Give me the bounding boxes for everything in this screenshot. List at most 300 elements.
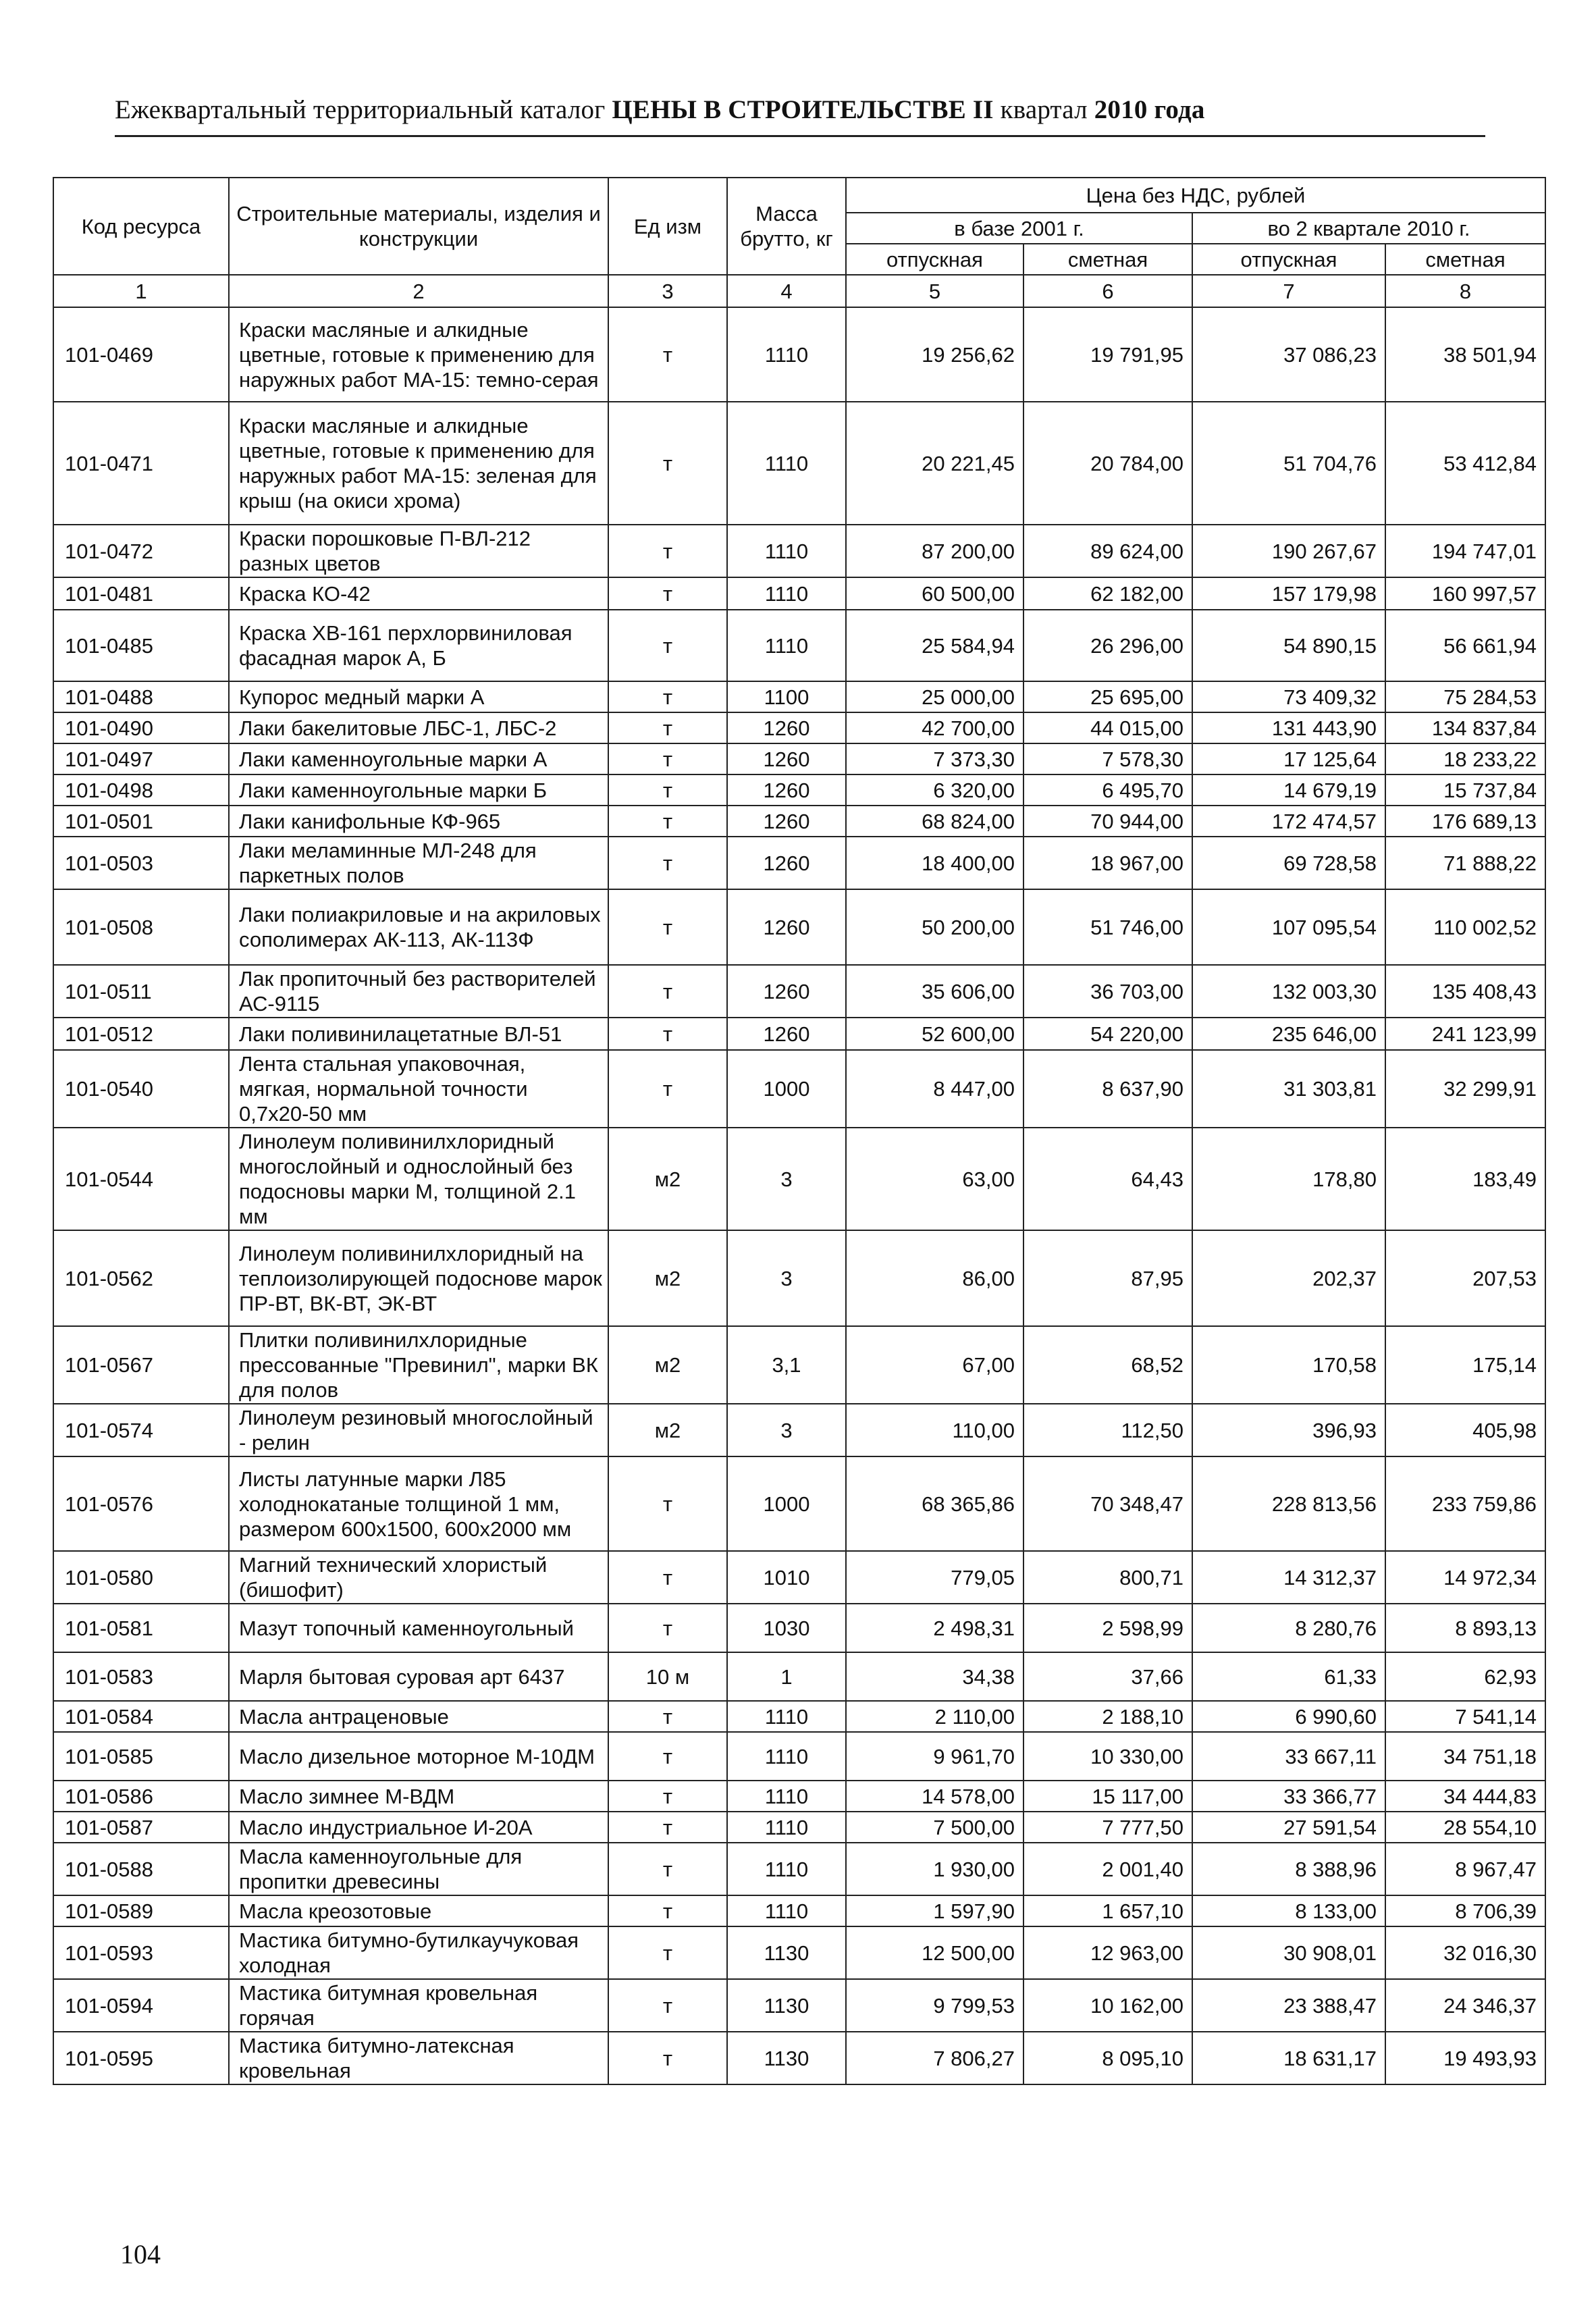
mass-cell: 1260 bbox=[727, 806, 846, 837]
price-base-release: 68 824,00 bbox=[846, 806, 1023, 837]
header-quarter: II bbox=[972, 95, 994, 124]
price-base-estimate: 87,95 bbox=[1023, 1230, 1192, 1326]
material-name: Масло зимнее М-ВДМ bbox=[229, 1781, 608, 1812]
price-base-estimate: 2 188,10 bbox=[1023, 1701, 1192, 1732]
material-name: Лента стальная упаковочная, мягкая, нормальной точности 0,7х20-50 мм bbox=[229, 1050, 608, 1128]
price-base-estimate: 19 791,95 bbox=[1023, 307, 1192, 402]
price-base-estimate: 26 296,00 bbox=[1023, 610, 1192, 681]
price-current-release: 170,58 bbox=[1192, 1326, 1385, 1404]
table-row bbox=[53, 2032, 1545, 2084]
mass-cell: 1110 bbox=[727, 1843, 846, 1895]
price-current-release: 17 125,64 bbox=[1192, 743, 1385, 774]
resource-code: 101-0471 bbox=[53, 402, 229, 525]
price-current-release: 190 267,67 bbox=[1192, 525, 1385, 577]
price-current-release: 27 591,54 bbox=[1192, 1812, 1385, 1843]
material-name: Лаки каменноугольные марки А bbox=[229, 743, 608, 774]
price-base-estimate: 18 967,00 bbox=[1023, 837, 1192, 889]
price-current-estimate: 183,49 bbox=[1385, 1128, 1545, 1230]
price-base-estimate: 112,50 bbox=[1023, 1404, 1192, 1456]
price-base-estimate: 89 624,00 bbox=[1023, 525, 1192, 577]
unit-cell: т bbox=[608, 1926, 727, 1979]
price-base-release: 1 597,90 bbox=[846, 1895, 1023, 1926]
unit-cell: т bbox=[608, 965, 727, 1018]
price-base-release: 52 600,00 bbox=[846, 1018, 1023, 1050]
table-row bbox=[53, 525, 1545, 577]
price-base-estimate: 7 578,30 bbox=[1023, 743, 1192, 774]
column-number: 5 bbox=[846, 275, 1023, 307]
price-base-estimate: 800,71 bbox=[1023, 1551, 1192, 1604]
price-current-estimate: 176 689,13 bbox=[1385, 806, 1545, 837]
price-current-release: 61,33 bbox=[1192, 1652, 1385, 1701]
price-current-release: 178,80 bbox=[1192, 1128, 1385, 1230]
unit-cell: т bbox=[608, 1843, 727, 1895]
table-row bbox=[53, 743, 1545, 774]
mass-cell: 1260 bbox=[727, 1018, 846, 1050]
header-release-base: отпускная bbox=[846, 244, 1023, 275]
price-current-estimate: 110 002,52 bbox=[1385, 889, 1545, 965]
price-current-release: 172 474,57 bbox=[1192, 806, 1385, 837]
price-base-estimate: 10 162,00 bbox=[1023, 1979, 1192, 2032]
price-current-estimate: 62,93 bbox=[1385, 1652, 1545, 1701]
material-name: Линолеум поливинилхлоридный многослойный и однослойный без подосновы марки М, толщиной 2.1 мм bbox=[229, 1128, 608, 1230]
mass-cell: 1110 bbox=[727, 1732, 846, 1781]
unit-cell: т bbox=[608, 1979, 727, 2032]
mass-cell: 1130 bbox=[727, 1979, 846, 2032]
resource-code: 101-0540 bbox=[53, 1050, 229, 1128]
table-row bbox=[53, 889, 1545, 965]
table-row bbox=[53, 1812, 1545, 1843]
table-row bbox=[53, 1926, 1545, 1979]
price-current-release: 14 679,19 bbox=[1192, 774, 1385, 806]
table-row bbox=[53, 1230, 1545, 1326]
material-name: Масла креозотовые bbox=[229, 1895, 608, 1926]
header-name: Строительные материалы, изделия и конструкции bbox=[229, 178, 608, 275]
unit-cell: т bbox=[608, 1732, 727, 1781]
header-price: Цена без НДС, рублей bbox=[846, 178, 1545, 213]
material-name: Лаки каменноугольные марки Б bbox=[229, 774, 608, 806]
table-row bbox=[53, 577, 1545, 610]
material-name: Мастика битумная кровельная горячая bbox=[229, 1979, 608, 2032]
price-base-estimate: 8 637,90 bbox=[1023, 1050, 1192, 1128]
material-name: Мастика битумно-латексная кровельная bbox=[229, 2032, 608, 2084]
header-mass: Масса брутто, кг bbox=[727, 178, 846, 275]
price-base-estimate: 12 963,00 bbox=[1023, 1926, 1192, 1979]
price-current-estimate: 233 759,86 bbox=[1385, 1456, 1545, 1551]
material-name: Мастика битумно-бутилкаучуковая холодная bbox=[229, 1926, 608, 1979]
material-name: Краски масляные и алкидные цветные, готовые к применению для наружных работ МА-15: темно-серая bbox=[229, 307, 608, 402]
resource-code: 101-0469 bbox=[53, 307, 229, 402]
price-current-estimate: 175,14 bbox=[1385, 1326, 1545, 1404]
material-name: Краска ХВ-161 перхлорвиниловая фасадная марок А, Б bbox=[229, 610, 608, 681]
header-year: 2010 года bbox=[1094, 95, 1205, 124]
table-row bbox=[53, 712, 1545, 743]
price-base-release: 34,38 bbox=[846, 1652, 1023, 1701]
price-base-estimate: 64,43 bbox=[1023, 1128, 1192, 1230]
price-current-release: 228 813,56 bbox=[1192, 1456, 1385, 1551]
price-base-release: 7 500,00 bbox=[846, 1812, 1023, 1843]
resource-code: 101-0581 bbox=[53, 1604, 229, 1652]
unit-cell: т bbox=[608, 889, 727, 965]
column-number: 6 bbox=[1023, 275, 1192, 307]
unit-cell: т bbox=[608, 1551, 727, 1604]
price-base-release: 779,05 bbox=[846, 1551, 1023, 1604]
mass-cell: 1130 bbox=[727, 2032, 846, 2084]
material-name: Масло дизельное моторное М-10ДМ bbox=[229, 1732, 608, 1781]
price-base-release: 20 221,45 bbox=[846, 402, 1023, 525]
table-row bbox=[53, 1050, 1545, 1128]
material-name: Лак пропиточный без растворителей АС-9115 bbox=[229, 965, 608, 1018]
price-base-release: 50 200,00 bbox=[846, 889, 1023, 965]
mass-cell: 1260 bbox=[727, 774, 846, 806]
price-current-release: 396,93 bbox=[1192, 1404, 1385, 1456]
material-name: Лаки канифольные КФ-965 bbox=[229, 806, 608, 837]
column-number: 2 bbox=[229, 275, 608, 307]
resource-code: 101-0567 bbox=[53, 1326, 229, 1404]
unit-cell: т bbox=[608, 402, 727, 525]
table-row bbox=[53, 1701, 1545, 1732]
price-current-estimate: 18 233,22 bbox=[1385, 743, 1545, 774]
price-current-estimate: 405,98 bbox=[1385, 1404, 1545, 1456]
price-base-release: 6 320,00 bbox=[846, 774, 1023, 806]
table-row bbox=[53, 1456, 1545, 1551]
resource-code: 101-0497 bbox=[53, 743, 229, 774]
mass-cell: 1110 bbox=[727, 1701, 846, 1732]
resource-code: 101-0583 bbox=[53, 1652, 229, 1701]
material-name: Масла каменноугольные для пропитки древесины bbox=[229, 1843, 608, 1895]
page-number: 104 bbox=[120, 2239, 161, 2269]
mass-cell: 1110 bbox=[727, 577, 846, 610]
price-current-estimate: 38 501,94 bbox=[1385, 307, 1545, 402]
price-current-estimate: 34 751,18 bbox=[1385, 1732, 1545, 1781]
price-base-estimate: 62 182,00 bbox=[1023, 577, 1192, 610]
price-base-release: 2 498,31 bbox=[846, 1604, 1023, 1652]
material-name: Масло индустриальное И-20А bbox=[229, 1812, 608, 1843]
price-current-estimate: 241 123,99 bbox=[1385, 1018, 1545, 1050]
table-row bbox=[53, 837, 1545, 889]
table-row bbox=[53, 774, 1545, 806]
mass-cell: 1110 bbox=[727, 1812, 846, 1843]
resource-code: 101-0588 bbox=[53, 1843, 229, 1895]
price-current-estimate: 53 412,84 bbox=[1385, 402, 1545, 525]
price-base-estimate: 2 001,40 bbox=[1023, 1843, 1192, 1895]
price-base-release: 87 200,00 bbox=[846, 525, 1023, 577]
price-base-estimate: 2 598,99 bbox=[1023, 1604, 1192, 1652]
material-name: Лаки бакелитовые ЛБС-1, ЛБС-2 bbox=[229, 712, 608, 743]
resource-code: 101-0512 bbox=[53, 1018, 229, 1050]
unit-cell: т bbox=[608, 1050, 727, 1128]
mass-cell: 1260 bbox=[727, 743, 846, 774]
resource-code: 101-0585 bbox=[53, 1732, 229, 1781]
mass-cell: 1110 bbox=[727, 307, 846, 402]
mass-cell: 1260 bbox=[727, 965, 846, 1018]
header-title: ЦЕНЫ В СТРОИТЕЛЬСТВЕ bbox=[612, 95, 966, 124]
material-name: Краски масляные и алкидные цветные, готовые к применению для наружных работ МА-15: зеленая для крыш (на окиси хрома) bbox=[229, 402, 608, 525]
resource-code: 101-0508 bbox=[53, 889, 229, 965]
price-current-release: 157 179,98 bbox=[1192, 577, 1385, 610]
header-release-current: отпускная bbox=[1192, 244, 1385, 275]
table-row bbox=[53, 1781, 1545, 1812]
header-estimate-current: сметная bbox=[1385, 244, 1545, 275]
mass-cell: 1110 bbox=[727, 402, 846, 525]
mass-cell: 3 bbox=[727, 1404, 846, 1456]
resource-code: 101-0574 bbox=[53, 1404, 229, 1456]
price-current-estimate: 15 737,84 bbox=[1385, 774, 1545, 806]
price-current-release: 37 086,23 bbox=[1192, 307, 1385, 402]
price-base-release: 63,00 bbox=[846, 1128, 1023, 1230]
header-prefix: Ежеквартальный территориальный каталог bbox=[115, 95, 612, 124]
table-row bbox=[53, 1652, 1545, 1701]
price-current-release: 8 133,00 bbox=[1192, 1895, 1385, 1926]
price-base-release: 2 110,00 bbox=[846, 1701, 1023, 1732]
price-base-release: 25 000,00 bbox=[846, 681, 1023, 712]
header-estimate-base: сметная bbox=[1023, 244, 1192, 275]
resource-code: 101-0595 bbox=[53, 2032, 229, 2084]
price-base-estimate: 68,52 bbox=[1023, 1326, 1192, 1404]
price-current-estimate: 194 747,01 bbox=[1385, 525, 1545, 577]
table-row bbox=[53, 1843, 1545, 1895]
header-q2-2010: во 2 квартале 2010 г. bbox=[1192, 213, 1545, 244]
mass-cell: 1260 bbox=[727, 712, 846, 743]
price-current-estimate: 8 706,39 bbox=[1385, 1895, 1545, 1926]
price-current-release: 51 704,76 bbox=[1192, 402, 1385, 525]
price-base-release: 67,00 bbox=[846, 1326, 1023, 1404]
price-current-release: 235 646,00 bbox=[1192, 1018, 1385, 1050]
mass-cell: 1010 bbox=[727, 1551, 846, 1604]
price-current-release: 33 366,77 bbox=[1192, 1781, 1385, 1812]
material-name: Купорос медный марки А bbox=[229, 681, 608, 712]
resource-code: 101-0562 bbox=[53, 1230, 229, 1326]
resource-code: 101-0498 bbox=[53, 774, 229, 806]
header-quarter-text: квартал bbox=[993, 95, 1094, 124]
price-base-release: 14 578,00 bbox=[846, 1781, 1023, 1812]
mass-cell: 3 bbox=[727, 1128, 846, 1230]
table-body bbox=[53, 307, 1545, 2084]
resource-code: 101-0490 bbox=[53, 712, 229, 743]
mass-cell: 1110 bbox=[727, 1895, 846, 1926]
price-base-release: 7 373,30 bbox=[846, 743, 1023, 774]
price-current-estimate: 19 493,93 bbox=[1385, 2032, 1545, 2084]
resource-code: 101-0584 bbox=[53, 1701, 229, 1732]
catalog-header bbox=[115, 95, 1485, 125]
price-current-release: 6 990,60 bbox=[1192, 1701, 1385, 1732]
resource-code: 101-0503 bbox=[53, 837, 229, 889]
unit-cell: т bbox=[608, 1701, 727, 1732]
price-base-release: 9 961,70 bbox=[846, 1732, 1023, 1781]
unit-cell: т bbox=[608, 2032, 727, 2084]
mass-cell: 1 bbox=[727, 1652, 846, 1701]
price-base-estimate: 36 703,00 bbox=[1023, 965, 1192, 1018]
price-base-estimate: 6 495,70 bbox=[1023, 774, 1192, 806]
header-code: Код ресурса bbox=[53, 178, 229, 275]
price-base-estimate: 1 657,10 bbox=[1023, 1895, 1192, 1926]
price-current-estimate: 14 972,34 bbox=[1385, 1551, 1545, 1604]
price-current-release: 69 728,58 bbox=[1192, 837, 1385, 889]
material-name: Линолеум поливинилхлоридный на теплоизолирующей подоснове марок ПР-ВТ, ВК-ВТ, ЭК-ВТ bbox=[229, 1230, 608, 1326]
unit-cell: т bbox=[608, 525, 727, 577]
price-base-estimate: 20 784,00 bbox=[1023, 402, 1192, 525]
resource-code: 101-0580 bbox=[53, 1551, 229, 1604]
table-row bbox=[53, 681, 1545, 712]
table-row bbox=[53, 1128, 1545, 1230]
price-current-release: 132 003,30 bbox=[1192, 965, 1385, 1018]
column-number: 7 bbox=[1192, 275, 1385, 307]
price-base-estimate: 44 015,00 bbox=[1023, 712, 1192, 743]
unit-cell: т bbox=[608, 1456, 727, 1551]
price-current-estimate: 56 661,94 bbox=[1385, 610, 1545, 681]
price-current-estimate: 7 541,14 bbox=[1385, 1701, 1545, 1732]
price-base-estimate: 54 220,00 bbox=[1023, 1018, 1192, 1050]
resource-code: 101-0587 bbox=[53, 1812, 229, 1843]
unit-cell: т bbox=[608, 806, 727, 837]
mass-cell: 3 bbox=[727, 1230, 846, 1326]
material-name: Лаки поливинилацетатные ВЛ-51 bbox=[229, 1018, 608, 1050]
price-base-release: 18 400,00 bbox=[846, 837, 1023, 889]
price-current-estimate: 75 284,53 bbox=[1385, 681, 1545, 712]
price-base-release: 42 700,00 bbox=[846, 712, 1023, 743]
price-current-estimate: 71 888,22 bbox=[1385, 837, 1545, 889]
unit-cell: т bbox=[608, 743, 727, 774]
table-row bbox=[53, 1018, 1545, 1050]
material-name: Масла антраценовые bbox=[229, 1701, 608, 1732]
price-base-estimate: 7 777,50 bbox=[1023, 1812, 1192, 1843]
price-base-release: 25 584,94 bbox=[846, 610, 1023, 681]
price-current-estimate: 8 893,13 bbox=[1385, 1604, 1545, 1652]
unit-cell: т bbox=[608, 307, 727, 402]
unit-cell: т bbox=[608, 1018, 727, 1050]
table-header bbox=[53, 178, 1545, 307]
price-current-release: 14 312,37 bbox=[1192, 1551, 1385, 1604]
price-base-release: 68 365,86 bbox=[846, 1456, 1023, 1551]
mass-cell: 1110 bbox=[727, 610, 846, 681]
price-base-estimate: 10 330,00 bbox=[1023, 1732, 1192, 1781]
material-name: Марля бытовая суровая арт 6437 bbox=[229, 1652, 608, 1701]
material-name: Листы латунные марки Л85 холоднокатаные толщиной 1 мм, размером 600х1500, 600х2000 мм bbox=[229, 1456, 608, 1551]
mass-cell: 1000 bbox=[727, 1050, 846, 1128]
unit-cell: т bbox=[608, 1812, 727, 1843]
header-base-2001: в базе 2001 г. bbox=[846, 213, 1192, 244]
price-current-release: 202,37 bbox=[1192, 1230, 1385, 1326]
price-base-estimate: 70 944,00 bbox=[1023, 806, 1192, 837]
table-row bbox=[53, 1604, 1545, 1652]
unit-cell: т bbox=[608, 610, 727, 681]
mass-cell: 3,1 bbox=[727, 1326, 846, 1404]
unit-cell: т bbox=[608, 577, 727, 610]
mass-cell: 1260 bbox=[727, 889, 846, 965]
price-current-release: 23 388,47 bbox=[1192, 1979, 1385, 2032]
unit-cell: т bbox=[608, 712, 727, 743]
price-base-estimate: 8 095,10 bbox=[1023, 2032, 1192, 2084]
unit-cell: м2 bbox=[608, 1230, 727, 1326]
price-current-estimate: 34 444,83 bbox=[1385, 1781, 1545, 1812]
header-rule bbox=[115, 135, 1485, 137]
price-current-release: 54 890,15 bbox=[1192, 610, 1385, 681]
price-current-release: 30 908,01 bbox=[1192, 1926, 1385, 1979]
material-name: Краски порошковые П-ВЛ-212 разных цветов bbox=[229, 525, 608, 577]
mass-cell: 1110 bbox=[727, 525, 846, 577]
price-base-estimate: 15 117,00 bbox=[1023, 1781, 1192, 1812]
price-current-estimate: 135 408,43 bbox=[1385, 965, 1545, 1018]
material-name: Линолеум резиновый многослойный - релин bbox=[229, 1404, 608, 1456]
price-current-estimate: 28 554,10 bbox=[1385, 1812, 1545, 1843]
price-base-release: 110,00 bbox=[846, 1404, 1023, 1456]
price-base-release: 60 500,00 bbox=[846, 577, 1023, 610]
column-number: 3 bbox=[608, 275, 727, 307]
price-current-release: 33 667,11 bbox=[1192, 1732, 1385, 1781]
mass-cell: 1100 bbox=[727, 681, 846, 712]
price-current-release: 8 280,76 bbox=[1192, 1604, 1385, 1652]
material-name: Мазут топочный каменноугольный bbox=[229, 1604, 608, 1652]
table-row bbox=[53, 1326, 1545, 1404]
table-row bbox=[53, 1732, 1545, 1781]
material-name: Плитки поливинилхлоридные прессованные "Превинил", марки ВК для полов bbox=[229, 1326, 608, 1404]
table-row bbox=[53, 307, 1545, 402]
resource-code: 101-0544 bbox=[53, 1128, 229, 1230]
table-row bbox=[53, 402, 1545, 525]
table-row bbox=[53, 806, 1545, 837]
unit-cell: м2 bbox=[608, 1128, 727, 1230]
price-base-release: 7 806,27 bbox=[846, 2032, 1023, 2084]
price-current-release: 8 388,96 bbox=[1192, 1843, 1385, 1895]
price-current-release: 73 409,32 bbox=[1192, 681, 1385, 712]
mass-cell: 1110 bbox=[727, 1781, 846, 1812]
resource-code: 101-0589 bbox=[53, 1895, 229, 1926]
unit-cell: т bbox=[608, 774, 727, 806]
price-base-release: 35 606,00 bbox=[846, 965, 1023, 1018]
unit-cell: м2 bbox=[608, 1404, 727, 1456]
resource-code: 101-0481 bbox=[53, 577, 229, 610]
column-number: 1 bbox=[53, 275, 229, 307]
price-base-estimate: 25 695,00 bbox=[1023, 681, 1192, 712]
price-current-release: 18 631,17 bbox=[1192, 2032, 1385, 2084]
resource-code: 101-0594 bbox=[53, 1979, 229, 2032]
table-row bbox=[53, 965, 1545, 1018]
resource-code: 101-0485 bbox=[53, 610, 229, 681]
price-current-estimate: 24 346,37 bbox=[1385, 1979, 1545, 2032]
price-current-estimate: 160 997,57 bbox=[1385, 577, 1545, 610]
resource-code: 101-0472 bbox=[53, 525, 229, 577]
price-current-estimate: 32 016,30 bbox=[1385, 1926, 1545, 1979]
material-name: Лаки меламинные МЛ-248 для паркетных полов bbox=[229, 837, 608, 889]
table-row bbox=[53, 1551, 1545, 1604]
price-base-release: 8 447,00 bbox=[846, 1050, 1023, 1128]
price-base-estimate: 70 348,47 bbox=[1023, 1456, 1192, 1551]
mass-cell: 1260 bbox=[727, 837, 846, 889]
price-current-release: 31 303,81 bbox=[1192, 1050, 1385, 1128]
unit-cell: т bbox=[608, 1781, 727, 1812]
column-number: 4 bbox=[727, 275, 846, 307]
price-current-release: 107 095,54 bbox=[1192, 889, 1385, 965]
unit-cell: т bbox=[608, 837, 727, 889]
material-name: Лаки полиакриловые и на акриловых сополимерах АК-113, АК-113Ф bbox=[229, 889, 608, 965]
table-row bbox=[53, 610, 1545, 681]
column-number-row bbox=[53, 275, 1545, 307]
resource-code: 101-0576 bbox=[53, 1456, 229, 1551]
price-base-estimate: 37,66 bbox=[1023, 1652, 1192, 1701]
price-current-estimate: 32 299,91 bbox=[1385, 1050, 1545, 1128]
price-current-release: 131 443,90 bbox=[1192, 712, 1385, 743]
price-base-release: 1 930,00 bbox=[846, 1843, 1023, 1895]
mass-cell: 1000 bbox=[727, 1456, 846, 1551]
column-number: 8 bbox=[1385, 275, 1545, 307]
resource-code: 101-0488 bbox=[53, 681, 229, 712]
unit-cell: т bbox=[608, 1604, 727, 1652]
material-name: Магний технический хлористый (бишофит) bbox=[229, 1551, 608, 1604]
price-table bbox=[53, 177, 1546, 2085]
price-base-estimate: 51 746,00 bbox=[1023, 889, 1192, 965]
unit-cell: т bbox=[608, 681, 727, 712]
unit-cell: т bbox=[608, 1895, 727, 1926]
unit-cell: м2 bbox=[608, 1326, 727, 1404]
